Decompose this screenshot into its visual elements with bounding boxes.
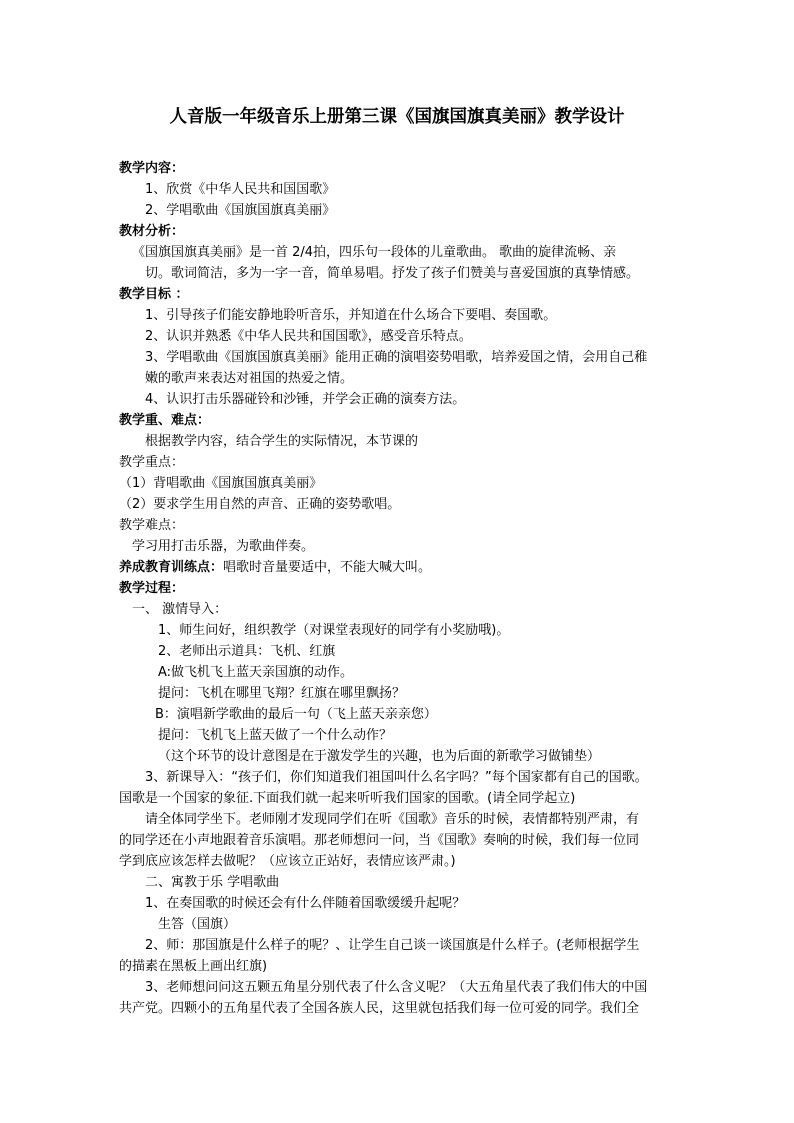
analysis-line-1: 《国旗国旗真美丽》是一首 2/4拍，四乐句一段体的儿童歌曲。 歌曲的旋律流畅、亲 [132,245,617,260]
section2-step-1: 1、在奏国歌的时候还会有什么伴随着国歌缓缓升起呢？ [145,896,466,911]
process-step-1: 1、师生问好，组织教学（对课堂表现好的同学有小奖励哦)。 [158,623,510,638]
process-design-note: （这个环节的设计意图是在于激发学生的兴趣，也为后面的新歌学习做铺垫） [158,749,601,764]
heading-key-points: 教学重、难点： [119,413,211,428]
goal-item-4: 4、认识打击乐器碰铃和沙锤，并学会正确的演奏方法。 [145,392,466,407]
process-step-3-cont: 国歌是一个国家的象征.下面我们就一起来听听我们国家的国歌。(请全同学起立) [119,791,576,806]
training-point-text: 唱歌时音量要适中，不能大喊大叫。 [223,560,432,575]
training-point-label: 养成教育训练点： [119,560,224,575]
process-paragraph-line-1: 请全体同学坐下。老师刚才发现同学们在听《国歌》音乐的时候，表情都特别严肃，有 [145,812,640,827]
heading-material-analysis: 教材分析： [119,224,185,239]
process-step-2b: B：演唱新学歌曲的最后一句（飞上蓝天亲亲您） [155,707,437,722]
process-question-1: 提问：飞机在哪里飞翔？红旗在哪里飘扬？ [158,686,406,701]
process-step-2a: A:做飞机飞上蓝天亲国旗的动作。 [158,665,354,680]
section2-step-3-cont: 共产党。四颗小的五角星代表了全国各族人民，这里就包括我们每一位可爱的同学。我们全 [119,1001,640,1016]
goal-item-1: 1、引导孩子们能安静地聆听音乐，并知道在什么场合下要唱、奏国歌。 [145,308,557,323]
training-point-line [119,559,431,577]
key-item-2: （2）要求学生用自然的声音、正确的姿势歌唱。 [119,497,401,512]
section2-step-3: 3、老师想问问这五颗五角星分别代表了什么含义呢？（大五角星代表了我们伟大的中国 [145,980,648,995]
process-paragraph-line-3: 学到底应该怎样去做呢？（应该立正站好，表情应该严肃。) [119,854,456,869]
section2-student-answer: 生答（国旗） [158,917,237,932]
process-section-1: 一、 激情导入： [132,602,228,617]
goal-item-3: 3、学唱歌曲《国旗国旗真美丽》能用正确的演唱姿势唱歌，培养爱国之情，会用自己稚 [145,350,648,365]
difficulty-item: 学习用打击乐器，为歌曲伴奏。 [132,539,315,554]
document-title: 人音版一年级音乐上册第三课《国旗国旗真美丽》教学设计 [169,107,625,127]
key-points-intro: 根据教学内容，结合学生的实际情况，本节课的 [145,434,419,449]
analysis-line-2: 切。歌词简洁，多为一字一音，简单易唱。抒发了孩子们赞美与喜爱国旗的真挚情感。 [145,266,640,281]
process-step-2: 2、老师出示道具：飞机、红旗 [158,644,336,659]
process-step-3: 3、新课导入：“孩子们，你们知道我们祖国叫什么名字吗？”每个国家都有自己的国歌。 [145,770,648,785]
subheading-difficulty: 教学难点： [119,518,185,533]
heading-teaching-goals: 教学目标 ： [119,287,189,302]
goal-item-2: 2、认识并熟悉《中华人民共和国国歌》，感受音乐特点。 [145,329,472,344]
section2-step-2: 2、师：那国旗是什么样子的呢？、让学生自己谈一谈国旗是什么样子。(老师根据学生 [145,938,640,953]
content-item-2: 2、学唱歌曲《国旗国旗真美丽》 [145,203,336,218]
goal-item-3-cont: 嫩的歌声来表达对祖国的热爱之情。 [145,371,354,386]
process-question-2: 提问：飞机飞上蓝天做了一个什么动作？ [158,728,393,743]
key-item-1: （1）背唱歌曲《国旗国旗真美丽》 [119,476,323,491]
heading-teaching-process: 教学过程： [119,581,185,596]
section2-step-2-cont: 的描素在黑板上画出红旗) [119,959,268,974]
content-item-1: 1、欣赏《中华人民共和国国歌》 [145,182,336,197]
process-paragraph-line-2: 的同学还在小声地跟着音乐演唱。那老师想问一问，当《国歌》奏响的时候，我们每一位同 [119,833,640,848]
subheading-key: 教学重点： [119,455,185,470]
heading-teaching-content: 教学内容： [119,161,185,176]
process-section-2: 二、寓教于乐 学唱歌曲 [145,875,280,890]
